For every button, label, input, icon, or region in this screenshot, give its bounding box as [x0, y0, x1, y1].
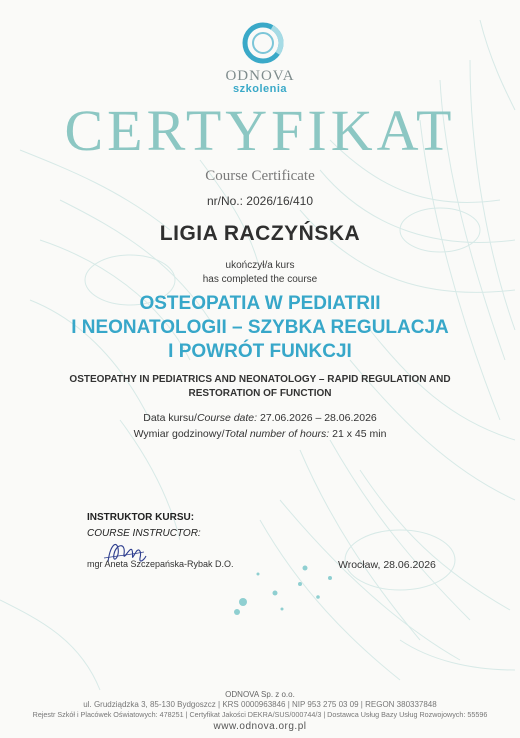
odnova-logo-icon: [240, 20, 286, 66]
course-title-line: I NEONATOLOGII – SZYBKA REGULACJA: [71, 317, 449, 338]
recipient-name: LIGIA RACZYŃSKA: [159, 222, 361, 245]
certificate-number: nr/No.: 2026/16/410: [206, 194, 314, 208]
completed-text-pl: ukończył/a kurs: [225, 260, 295, 271]
course-title-line: OSTEOPATIA W PEDIATRII: [139, 293, 381, 314]
certificate-subtitle: Course Certificate: [205, 168, 315, 184]
course-date-label-pl: Data kursu/: [143, 412, 197, 424]
course-date: [0, 412, 520, 424]
footer-registry: Rejestr Szkół i Placówek Oświatowych: 478251 | Certyfikat Jakości DEKRA/SUS/000744/3 | Dostawca Usług Bazy Usług Rozwojowych: 55596: [32, 710, 488, 719]
brand-name: ODNOVA: [225, 68, 295, 84]
instructor-label-en: COURSE INSTRUCTOR:: [87, 528, 201, 539]
course-hours-label-pl: Wymiar godzinowy/: [133, 428, 225, 440]
course-hours-label-en: Total number of hours:: [224, 428, 330, 440]
footer-company: ODNOVA Sp. z o.o.: [225, 690, 295, 699]
brand-subtitle: szkolenia: [232, 83, 288, 95]
course-title-en: OSTEOPATHY IN PEDIATRICS AND NEONATOLOGY – RAPID REGULATION AND RESTORATION OF FUNCTION: [69, 374, 451, 399]
instructor-name: mgr Aneta Szczepańska-Rybak D.O.: [87, 559, 234, 569]
instructor-label-pl: INSTRUKTOR KURSU:: [87, 512, 195, 523]
certificate-title: CERTYFIKAT: [64, 98, 456, 163]
course-date-label-en: Course date:: [196, 412, 258, 424]
course-date-value: 27.06.2026 – 28.06.2026: [259, 412, 377, 424]
footer-address: ul. Grudziądzka 3, 85-130 Bydgoszcz | KRS 0000963846 | NIP 953 275 03 09 | REGON 380337848: [83, 700, 437, 709]
completed-text-en: has completed the course: [202, 274, 318, 285]
footer-website: www.odnova.org.pl: [213, 721, 307, 732]
place-and-date: Wrocław, 28.06.2026: [338, 559, 436, 571]
course-title: [0, 292, 520, 364]
course-hours-value: 21 x 45 min: [332, 428, 387, 440]
course-hours: [0, 428, 520, 440]
course-title-line: I POWRÓT FUNKCJI: [168, 341, 352, 362]
